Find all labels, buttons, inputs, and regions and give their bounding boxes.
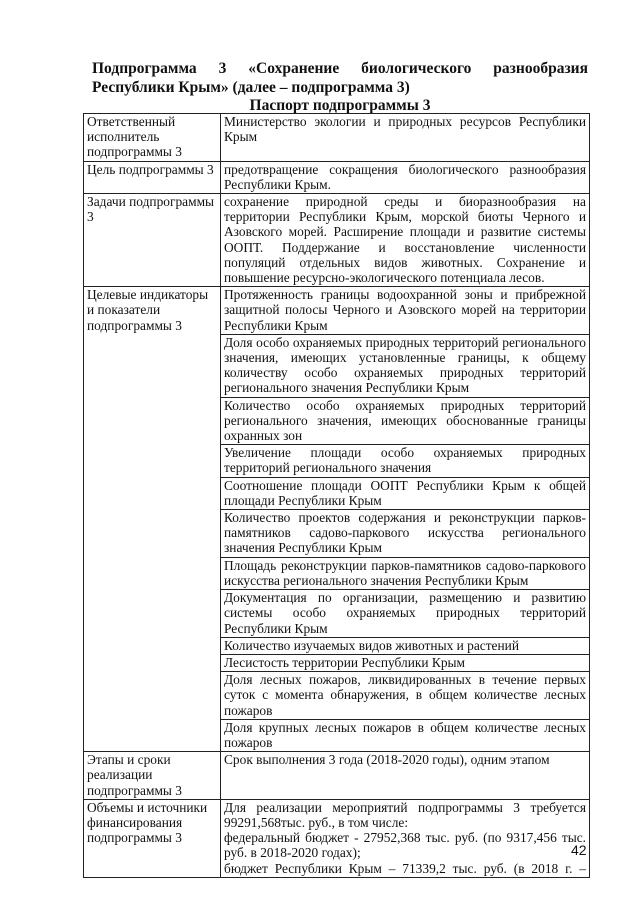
funding-federal: федеральный бюджет - 27952,368 тыс. руб. (по 9317,456 тыс. руб. в 2018-2020 годах);: [224, 830, 586, 861]
row-value-stages: Срок выполнения 3 года (2018-2020 годы), одним этапом: [221, 752, 590, 800]
row-label-funding: Объемы и источники финансирования подпрограммы 3: [84, 799, 221, 877]
table-row: [84, 287, 590, 335]
indicator-item: Количество проектов содержания и реконструкции парков-памятников садово-паркового искусства регионального значения Республики Крым: [221, 510, 590, 558]
page-number: 42: [571, 842, 587, 858]
funding-total: Для реализации мероприятий подпрограммы 3 требуется 99291,568тыс. руб., в том числе:: [224, 799, 586, 830]
indicator-item: Доля особо охраняемых природных территорий регионального значения, имеющих установленные границы, к общему количеству особо охраняемых природных территорий регионального значения Республики Крым: [221, 334, 590, 397]
row-value-goal: предотвращение сокращения биологического разнообразия Республики Крым.: [221, 161, 590, 193]
table-row: [84, 799, 590, 877]
funding-regional: бюджет Республики Крым – 71339,2 тыс. руб. (в 2018 г. –: [224, 860, 586, 876]
table-row: [84, 194, 590, 287]
indicator-item: Соотношение площади ООПТ Республики Крым к общей площади Республики Крым: [221, 477, 590, 509]
indicator-item: Протяженность границы водоохранной зоны и прибрежной защитной полосы Черного и Азовского морей на территории Республики Крым: [221, 287, 590, 335]
heading-line-1: Подпрограмма 3 «Сохранение биологического разнообразия: [92, 60, 588, 77]
table-row: [84, 114, 590, 162]
passport-title: Паспорт подпрограммы 3: [249, 97, 431, 114]
row-label-stages: Этапы и сроки реализации подпрограммы 3: [84, 752, 221, 800]
table-row: [84, 161, 590, 193]
indicator-item: Доля крупных лесных пожаров в общем количестве лесных пожаров: [221, 719, 590, 751]
indicator-item: Документация по организации, размещению и развитию системы особо охраняемых природных территорий Республики Крым: [221, 590, 590, 638]
row-value-funding: [221, 799, 590, 877]
passport-table: [83, 113, 590, 878]
subprogram-heading: [92, 59, 588, 97]
indicator-item: Лесистость территории Республики Крым: [221, 654, 590, 671]
row-value-responsible: Министерство экологии и природных ресурсов Республики Крым: [221, 114, 590, 162]
indicator-item: Количество особо охраняемых природных территорий регионального значения, имеющих обоснованные границы охранных зон: [221, 397, 590, 445]
indicator-item: Количество изучаемых видов животных и растений: [221, 637, 590, 654]
row-label-goal: Цель подпрограммы 3: [84, 161, 221, 193]
heading-line-2: Республики Крым» (далее – подпрограмма 3): [92, 79, 410, 96]
row-label-tasks: Задачи подпрограммы 3: [84, 194, 221, 287]
table-row: [84, 752, 590, 800]
indicator-item: Площадь реконструкции парков-памятников садово-паркового искусства регионального значения Республики Крым: [221, 557, 590, 589]
row-value-tasks: сохранение природной среды и биоразнообразия на территории Республики Крым, морской биоты Черного и Азовского морей. Расширение площади и развитие системы ООПТ. Поддержание и восстановление численности популяций отдельных видов животных. Сохранение и повышение ресурсно-экологического потенциала лесов.: [221, 194, 590, 287]
row-label-indicators: Целевые индикаторы и показатели подпрограммы 3: [84, 287, 221, 752]
indicator-item: Доля лесных пожаров, ликвидированных в течение первых суток с момента обнаружения, в общем количестве лесных пожаров: [221, 672, 590, 720]
indicator-item: Увеличение площади особо охраняемых природных территорий регионального значения: [221, 445, 590, 477]
row-label-responsible: Ответственный исполнитель подпрограммы 3: [84, 114, 221, 162]
